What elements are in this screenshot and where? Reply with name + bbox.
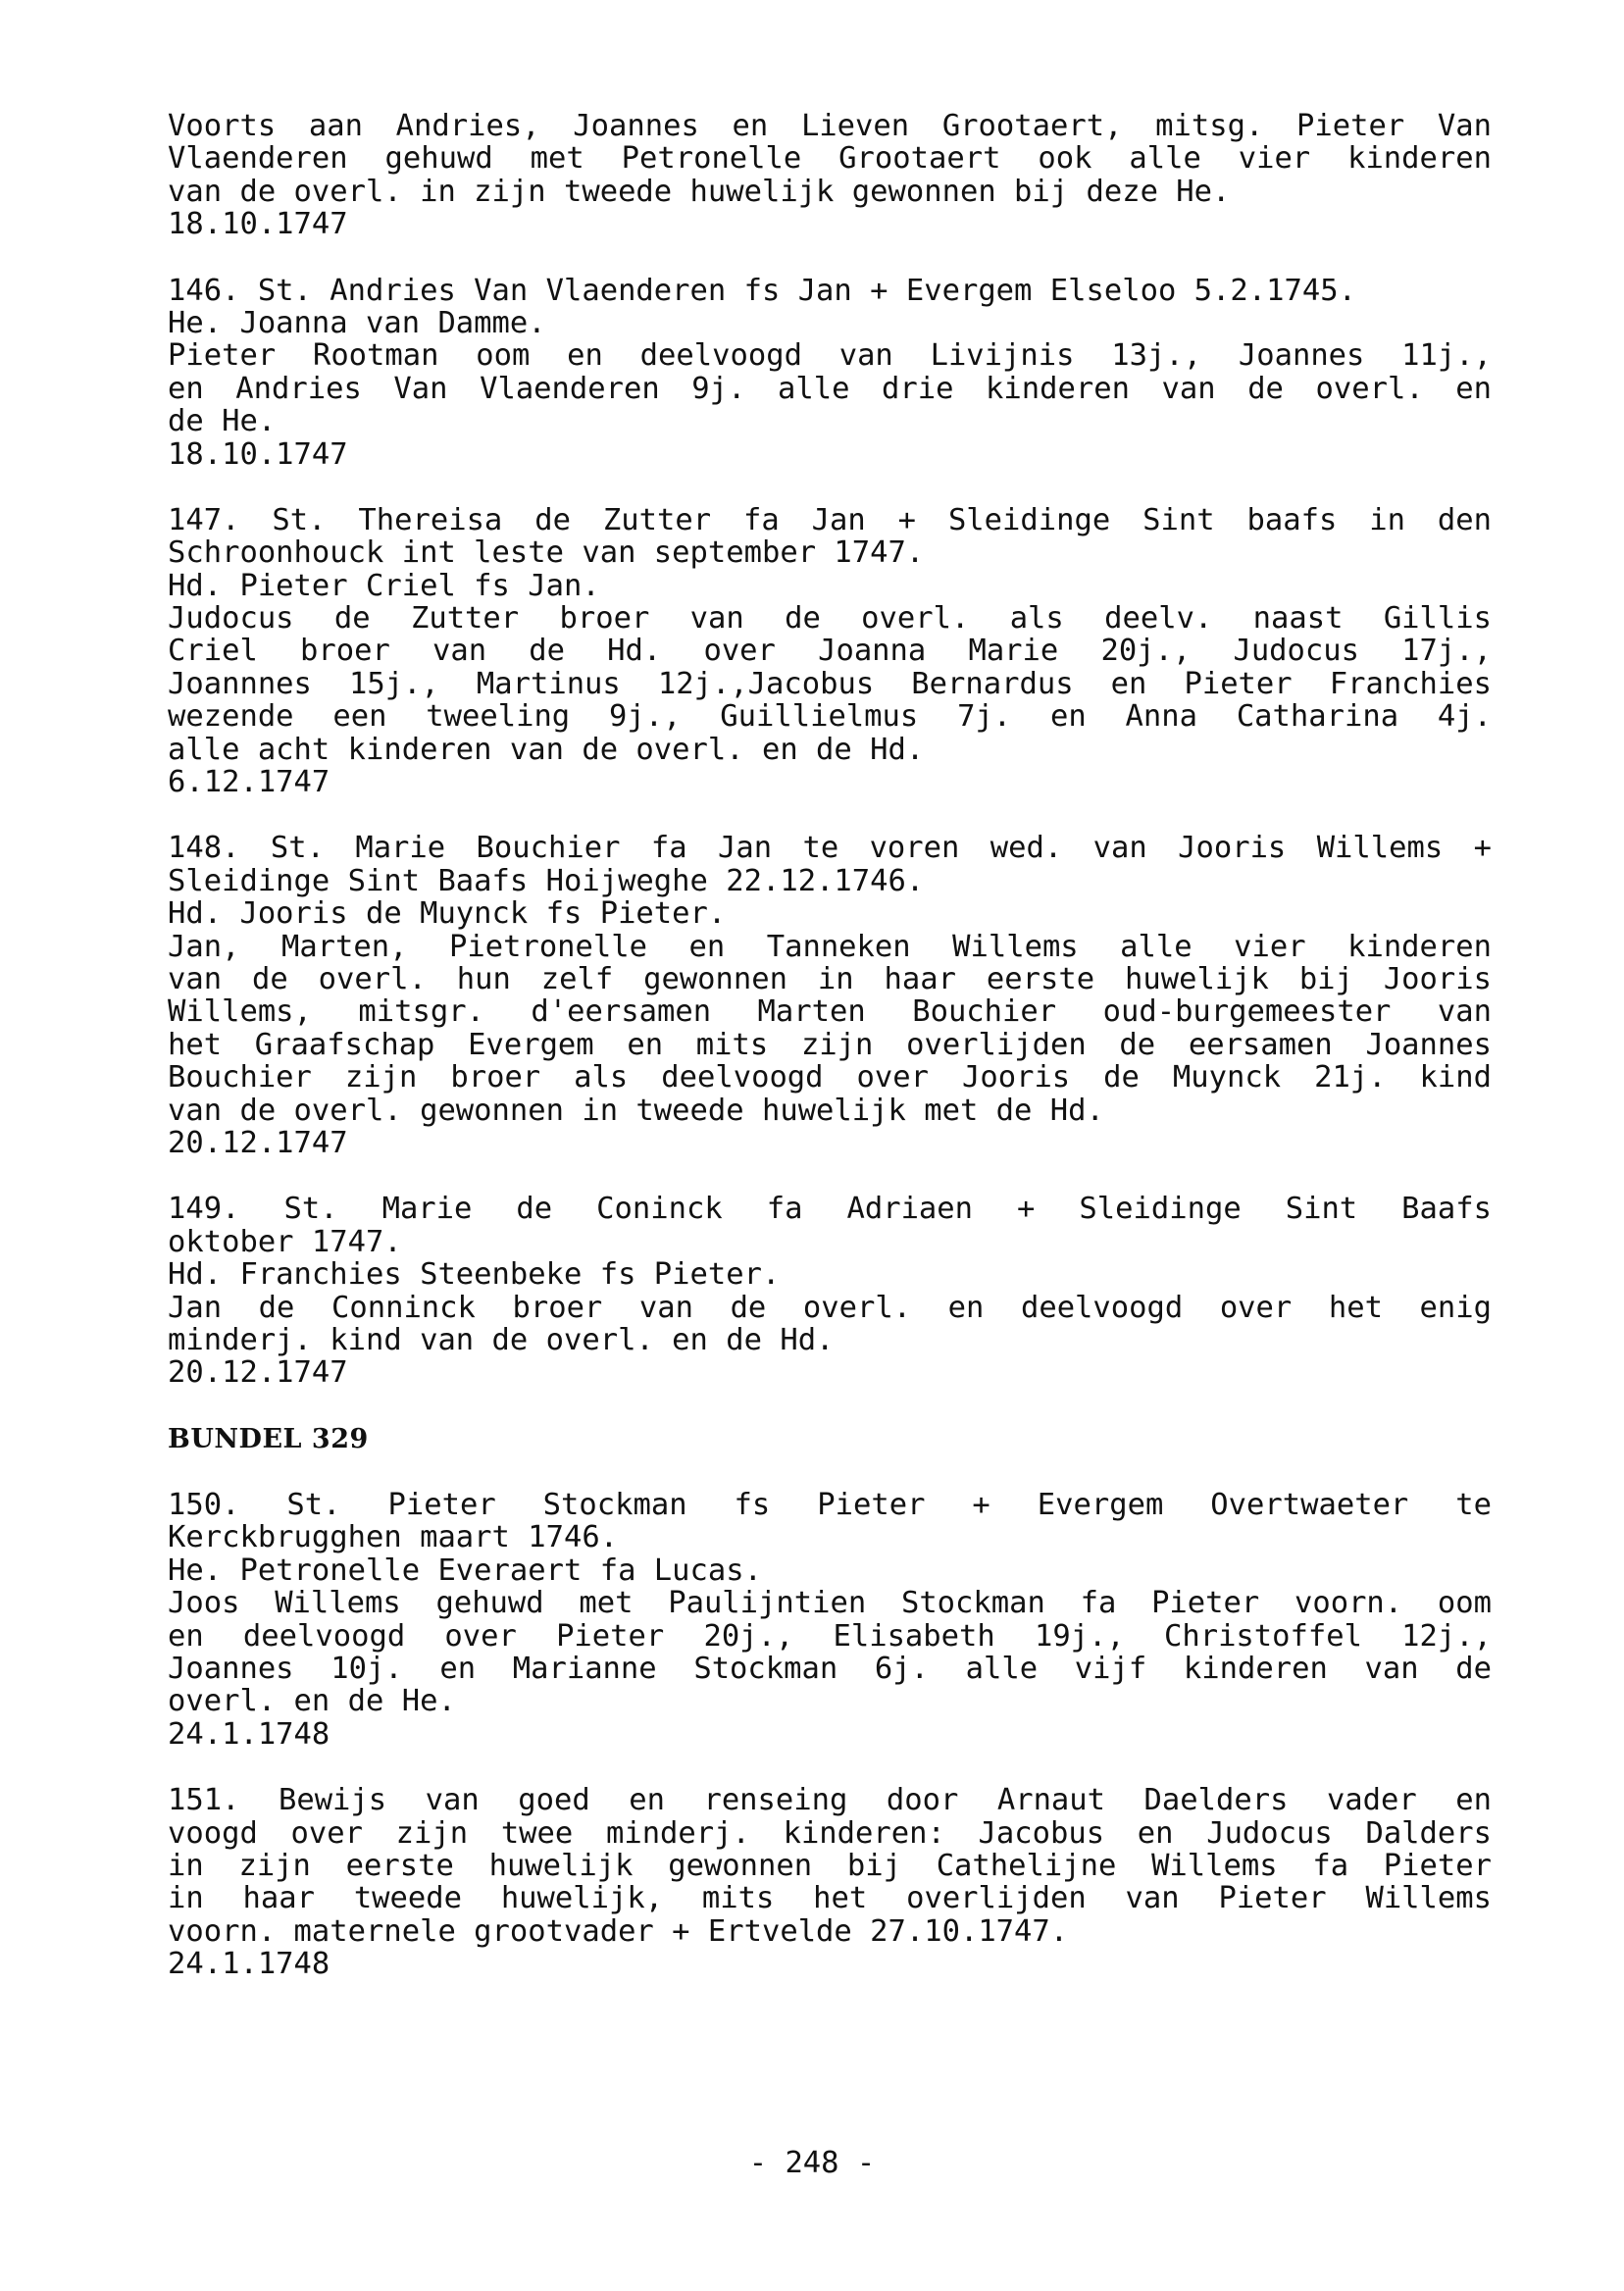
text-line: wezende een tweeling 9j., Guillielmus 7j. en Anna Catharina 4j. [168,699,1492,735]
text-line: Joannnes 15j., Martinus 12j.,Jacobus Bernardus en Pieter Franchies [168,666,1492,701]
text-line: Joannes 10j. en Marianne Stockman 6j. alle vijf kinderen van de [168,1652,1492,1687]
text-line: Bouchier zijn broer als deelvoogd over Jooris de Muynck 21j. kind [168,1060,1492,1095]
text-line: 148. St. Marie Bouchier fa Jan te voren wed. van Jooris Willems + [168,831,1492,866]
record-entry-continuation [168,110,1492,241]
text-line: oktober 1747. [168,1224,402,1259]
record-entry-150 [168,1489,1492,1751]
page-number: - 248 - [748,2146,876,2180]
record-date: 24.1.1748 [168,1716,330,1752]
text-line: voorn. maternele grootvader + Ertvelde 27.10.1747. [168,1913,1069,1949]
text-line: en deelvoogd over Pieter 20j., Elisabeth 19j., Christoffel 12j., [168,1618,1492,1654]
text-line: 151. Bewijs van goed en renseing door Arnaut Daelders vader en [168,1783,1492,1818]
text-line: Jan de Conninck broer van de overl. en deelvoogd over het enig [168,1290,1492,1325]
record-date: 6.12.1747 [168,765,330,800]
text-line: de He. [168,404,277,439]
record-entry-151 [168,1784,1492,1980]
text-line: voogd over zijn twee minderj. kinderen: Jacobus en Judocus Dalders [168,1815,1492,1851]
text-line: 150. St. Pieter Stockman fs Pieter + Evergem Overtwaeter te [168,1488,1492,1523]
record-entry-147 [168,504,1492,799]
text-line: He. Joanna van Damme. [168,305,546,340]
text-line: Vlaenderen gehuwd met Petronelle Grootaert ook alle vier kinderen [168,141,1492,177]
record-entry-146 [168,275,1492,471]
text-line: Criel broer van de Hd. over Joanna Marie 20j., Judocus 17j., [168,634,1492,669]
text-line: het Graafschap Evergem en mits zijn overlijden de eersamen Joannes [168,1027,1492,1062]
text-line: 149. St. Marie de Coninck fa Adriaen + Sleidinge Sint Baafs [168,1192,1492,1227]
record-entry-148 [168,832,1492,1159]
text-line: Joos Willems gehuwd met Paulijntien Stockman fa Pieter voorn. oom [168,1586,1492,1621]
text-line: He. Petronelle Everaert fa Lucas. [168,1553,762,1588]
text-line: 146. St. Andries Van Vlaenderen fs Jan + Evergem Elseloo 5.2.1745. [168,273,1356,308]
text-line: Hd. Pieter Criel fs Jan. [168,568,600,603]
text-line: Kerckbrugghen maart 1746. [168,1520,619,1555]
record-entry-149 [168,1193,1492,1389]
text-line: alle acht kinderen van de overl. en de Hd. [168,732,925,767]
record-date: 18.10.1747 [168,436,348,472]
text-line: van de overl. in zijn tweede huwelijk gewonnen bij deze He. [168,174,1231,209]
record-date: 20.12.1747 [168,1355,348,1391]
text-line: in zijn eerste huwelijk gewonnen bij Cathelijne Willems fa Pieter [168,1848,1492,1883]
text-line: en Andries Van Vlaenderen 9j. alle drie kinderen van de overl. en [168,371,1492,406]
record-date: 18.10.1747 [168,207,348,242]
text-line: Voorts aan Andries, Joannes en Lieven Grootaert, mitsg. Pieter Van [168,109,1492,143]
text-line: Pieter Rootman oom en deelvoogd van Livijnis 13j., Joannes 11j., [168,338,1492,374]
text-line: 147. St. Thereisa de Zutter fa Jan + Sleidinge Sint baafs in den [168,502,1492,537]
text-line: Willems, mitsgr. d'eersamen Marten Bouchier oud-burgemeester van [168,994,1492,1030]
text-line: Judocus de Zutter broer van de overl. als deelv. naast Gillis [168,601,1492,636]
text-line: overl. en de He. [168,1684,456,1719]
text-line: Hd. Franchies Steenbeke fs Pieter. [168,1257,781,1293]
text-line: minderj. kind van de overl. en de Hd. [168,1322,835,1357]
text-line: Schroonhouck int leste van september 1747. [168,535,925,571]
text-line: Sleidinge Sint Baafs Hoijweghe 22.12.1746. [168,863,925,898]
document-page [168,110,1492,2014]
text-line: van de overl. gewonnen in tweede huwelijk met de Hd. [168,1093,1104,1128]
text-line: Jan, Marten, Pietronelle en Tanneken Willems alle vier kinderen [168,929,1492,964]
text-line: Hd. Jooris de Muynck fs Pieter. [168,896,727,932]
record-date: 20.12.1747 [168,1125,348,1160]
text-line: in haar tweede huwelijk, mits het overlijden van Pieter Willems [168,1881,1492,1916]
bundle-heading: BUNDEL 329 [168,1423,369,1454]
record-date: 24.1.1748 [168,1947,330,1982]
text-line: van de overl. hun zelf gewonnen in haar eerste huwelijk bij Jooris [168,961,1492,996]
